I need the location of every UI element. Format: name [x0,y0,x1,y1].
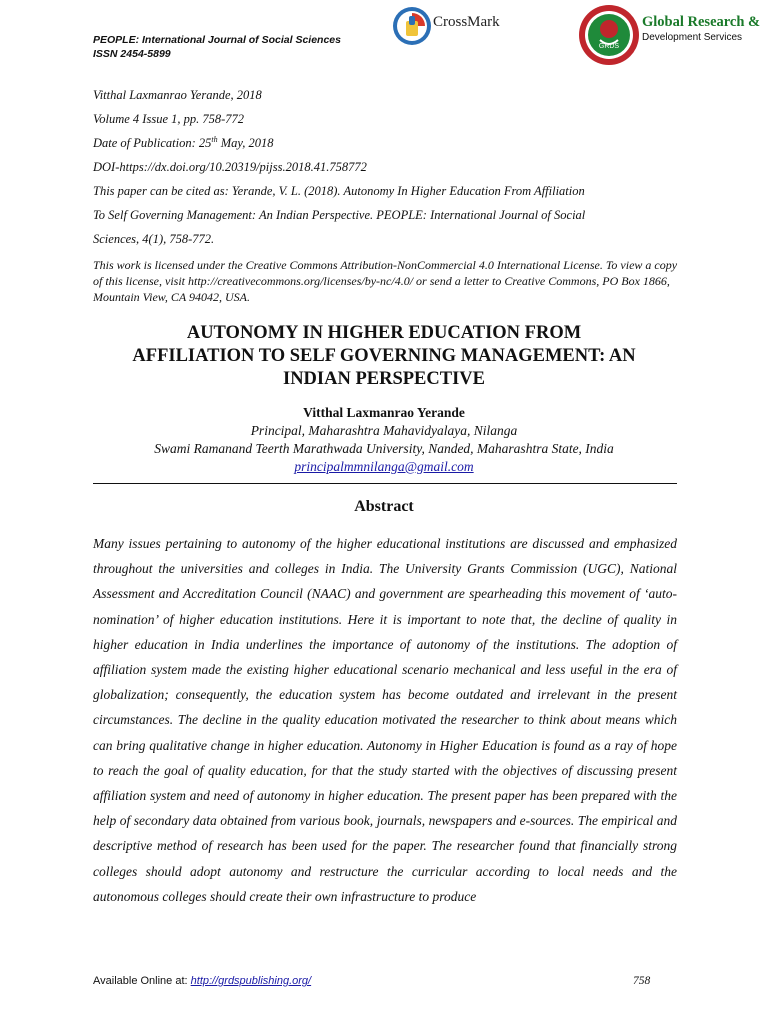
article-metadata [93,86,678,254]
paper-title [60,322,708,391]
doi-link[interactable]: DOI-https://dx.doi.org/10.20319/pijss.2018.41.758772 [93,160,367,174]
author-email-link[interactable]: principalmmnilanga@gmail.com [294,459,474,474]
journal-name: PEOPLE: International Journal of Social Sciences [93,34,341,46]
license-notice: This work is licensed under the Creative Commons Attribution-NonCommercial 4.0 International License. To view a copy of this license, visit http://creativecommons.org/licenses/by-nc/4.0/ or send a letter to Creative Commons, PO Box 1866, Mountain View, CA 94042, USA. [93,258,678,304]
publisher-subtitle: Development Services [642,32,743,43]
author-block [60,404,708,476]
author-affiliation-1: Principal, Maharashtra Mahavidyalaya, Nilanga [250,423,518,438]
abstract-heading: Abstract [354,498,414,515]
abstract-body: Many issues pertaining to autonomy of the higher educational institutions are discussed and emphasized throughout the universities and colleges in India. The University Grants Commission (UGC), National Assessment and Accreditation Council (NAAC) and government are spearheading this movement of ‘auto-nomination’ of higher education institutions. Here it is important to note that, the decline of quality in higher education in India underlines the importance of autonomy of the institutions. The adoption of affiliation system made the existing higher educational scenario mechanical and less useful in the era of globalization; consequently, the education system has become outdated and irrelevant in the present circumstances. The decline in the quality education motivated the researcher to think about means which can bring qualitative change in higher education. Autonomy in Higher Education is found as a ray of hope to reach the goal of quality education, for that the study started with the objectives of discussing present affiliation system and need of autonomy in higher education. The present paper has been prepared with the help of secondary data obtained from various book, journals, newspapers and e-sources. The empirical and descriptive method of research has been used for the paper. The researcher found that financially strong colleges should adopt autonomy and restructure the curricular according to local needs and the autonomous colleges should create their own infrastructure to produce [93,536,677,904]
title-line-3: INDIAN PERSPECTIVE [283,369,485,389]
publication-date: Date of Publication: 25th May, 2018 [93,134,274,150]
section-divider [93,483,677,484]
page-number: 758 [633,975,651,987]
journal-issn: ISSN 2454-5899 [93,48,171,60]
publisher-url-link[interactable]: http://grdspublishing.org/ [190,975,312,987]
grds-seal-text: GRDS [598,43,620,50]
crossmark-label: CrossMark [433,14,500,30]
crossmark-icon [392,4,432,48]
publisher-name: Global Research & [642,14,761,30]
author-year: Vitthal Laxmanrao Yerande, 2018 [93,88,262,102]
citation-line-1: This paper can be cited as: Yerande, V. L. (2018). Autonomy In Higher Education From Affiliation [93,184,585,198]
crossmark-logo[interactable] [392,4,516,48]
title-line-2: AFFILIATION TO SELF GOVERNING MANAGEMENT: AN [132,346,636,366]
author-name: Vitthal Laxmanrao Yerande [303,405,465,420]
author-affiliation-2: Swami Ramanand Teerth Marathwada University, Nanded, Maharashtra State, India [154,441,614,456]
citation-line-3: Sciences, 4(1), 758-772. [93,232,215,246]
footer-availability [93,975,311,987]
grds-logo [578,4,768,68]
citation-line-2: To Self Governing Management: An Indian Perspective. PEOPLE: International Journal of Social [93,208,586,222]
footer-label: Available Online at: [93,975,191,987]
volume-issue: Volume 4 Issue 1, pp. 758-772 [93,112,245,126]
journal-header [93,33,341,61]
grds-seal-icon [578,4,640,66]
title-line-1: AUTONOMY IN HIGHER EDUCATION FROM [186,323,582,343]
